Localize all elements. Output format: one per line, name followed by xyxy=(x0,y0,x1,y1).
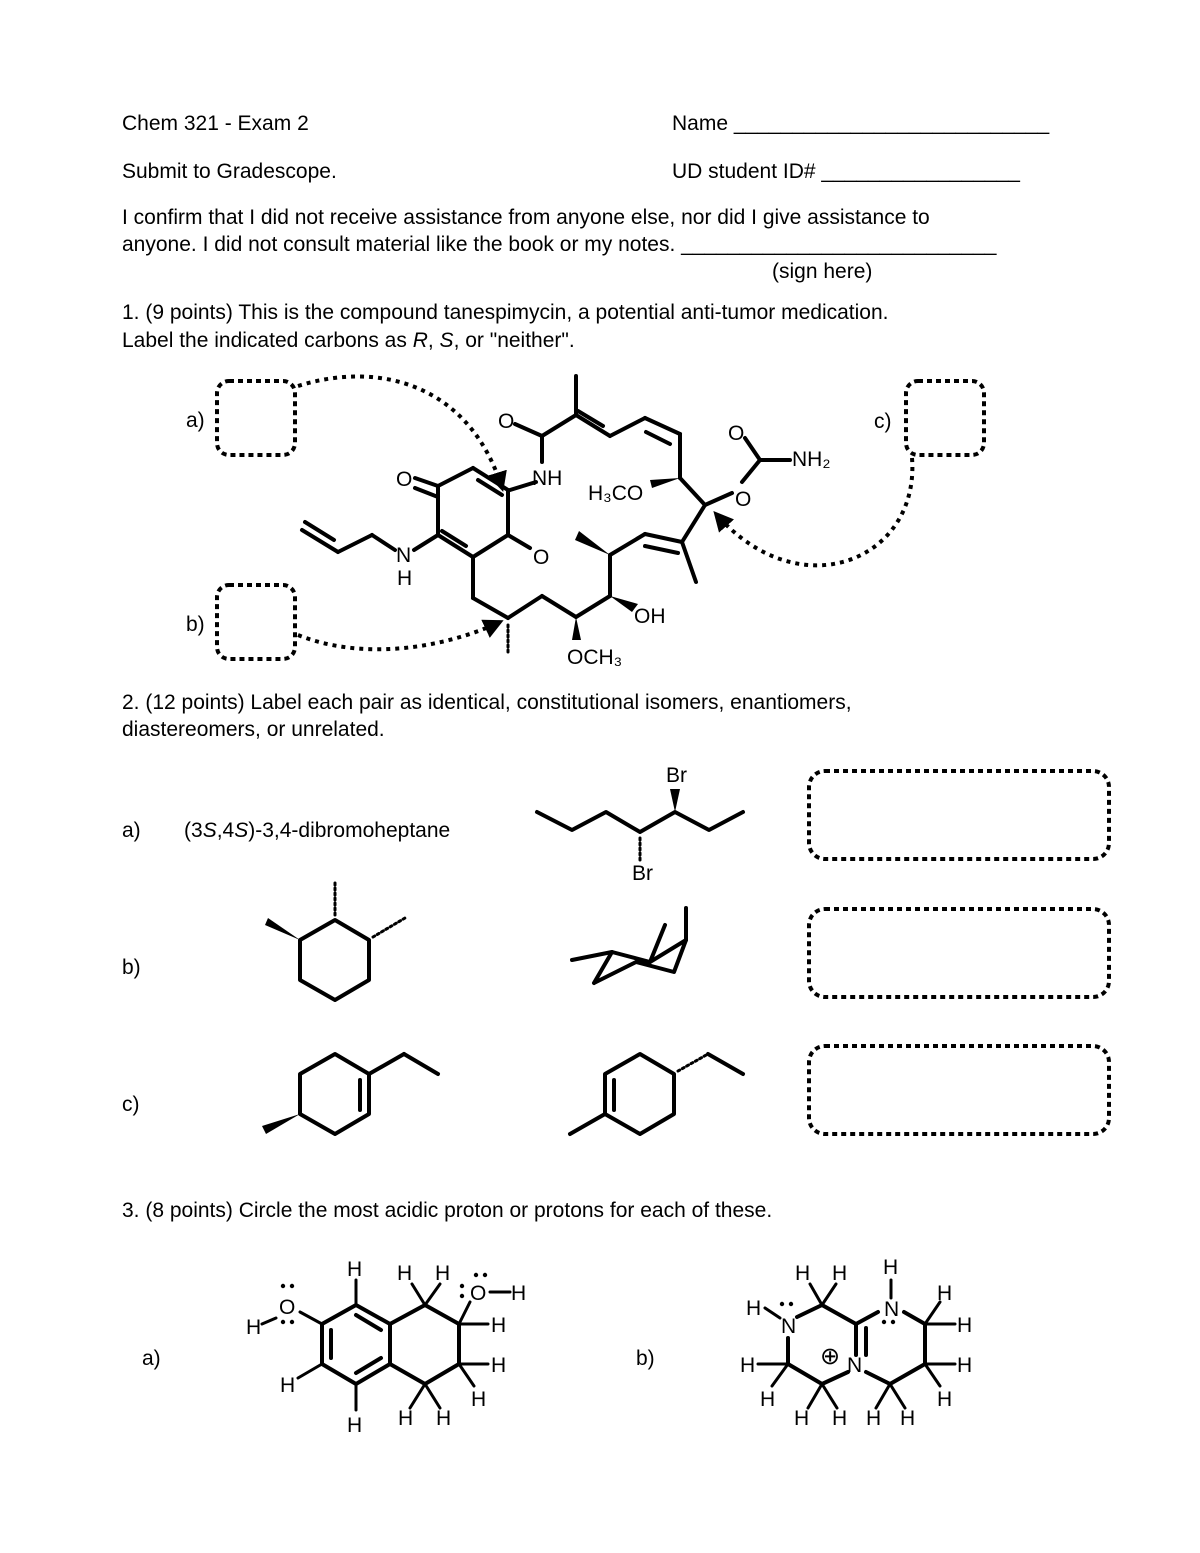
q3b-atom-n: N xyxy=(781,1315,797,1338)
atom-h: H xyxy=(397,567,413,590)
atom-o: O xyxy=(728,422,745,445)
atom-h3co: H₃CO xyxy=(588,482,644,505)
q1-box-a-label: a) xyxy=(186,409,205,432)
q3a-atom-h: H xyxy=(436,1407,452,1430)
q1-arrow-b xyxy=(298,622,500,649)
q3a-atom-h: H xyxy=(347,1258,363,1281)
q2c-label: c) xyxy=(122,1093,140,1116)
q3b-atom-h: H xyxy=(794,1407,810,1430)
q3b-atom-h: H xyxy=(832,1262,848,1285)
q3a-atom-o: O xyxy=(470,1282,487,1305)
q2a-dibromoheptane-structure xyxy=(537,789,743,860)
q3a-atom-h: H xyxy=(397,1262,413,1285)
q3a-label: a) xyxy=(142,1347,161,1370)
atom-o: O xyxy=(735,488,752,511)
atom-o: O xyxy=(533,546,550,569)
q3b-atom-h: H xyxy=(957,1314,973,1337)
q1-answer-box-b[interactable] xyxy=(217,585,295,659)
submit-instruction: Submit to Gradescope. xyxy=(122,160,337,183)
q3a-atom-h: H xyxy=(491,1354,507,1377)
q3b-atom-h: H xyxy=(795,1262,811,1285)
atom-n: N xyxy=(396,544,412,567)
q3b-atom-h: H xyxy=(866,1407,882,1430)
sign-here-label: (sign here) xyxy=(772,260,873,283)
atom-o: O xyxy=(498,410,515,433)
q3a-atom-h: H xyxy=(435,1262,451,1285)
q3a-atom-h: H xyxy=(347,1414,363,1437)
q3b-atom-h: H xyxy=(883,1256,899,1279)
q3b-atom-h: H xyxy=(957,1354,973,1377)
name-field[interactable]: Name ___________________________ xyxy=(672,112,1050,135)
atom-oh: OH xyxy=(634,605,666,628)
q3b-label: b) xyxy=(636,1347,655,1370)
q1-answer-box-a[interactable] xyxy=(217,381,295,455)
q2c-answer-box[interactable] xyxy=(809,1046,1109,1134)
q3a-atom-h: H xyxy=(280,1374,296,1397)
q1-box-b-label: b) xyxy=(186,613,205,636)
q3a-atom-h: H xyxy=(246,1316,262,1339)
atom-nh2: NH₂ xyxy=(792,448,831,471)
q2a-label: a) xyxy=(122,819,141,842)
q2a-br-bottom: Br xyxy=(632,862,653,885)
q2-prompt-line1: 2. (12 points) Label each pair as identical, constitutional isomers, enantiomers, xyxy=(122,691,852,714)
q3b-atom-h: H xyxy=(740,1354,756,1377)
q2a-br-top: Br xyxy=(666,764,687,787)
q2b-chair-structure xyxy=(572,908,686,983)
q1-prompt-line2: Label the indicated carbons as R, S, or "neither". xyxy=(122,329,575,352)
q2c-cyclohexene-left xyxy=(262,1054,438,1134)
q3b-atom-h: H xyxy=(760,1388,776,1411)
q3b-atom-n: N xyxy=(884,1298,900,1321)
q2-prompt-line2: diastereomers, or unrelated. xyxy=(122,718,385,741)
q2b-trimethylcyclohexane-structure xyxy=(265,882,405,1000)
course-title: Chem 321 - Exam 2 xyxy=(122,112,309,135)
q3b-amidinium-structure xyxy=(758,1280,955,1408)
student-id-field[interactable]: UD student ID# _________________ xyxy=(672,160,1020,183)
q2b-label: b) xyxy=(122,956,141,979)
q3a-atom-h: H xyxy=(491,1314,507,1337)
tanespimycin-structure xyxy=(302,376,790,655)
honor-statement-line1: I confirm that I did not receive assistance from anyone else, nor did I give assistance to xyxy=(122,206,930,229)
q2b-answer-box[interactable] xyxy=(809,909,1109,997)
q3b-atom-h: H xyxy=(832,1407,848,1430)
q3b-atom-h: H xyxy=(937,1388,953,1411)
q1-arrow-c xyxy=(716,458,912,565)
q3a-atom-h: H xyxy=(398,1407,414,1430)
q3b-atom-n-plus: N xyxy=(847,1354,863,1377)
q3a-atom-h: H xyxy=(511,1282,527,1305)
q3a-atom-h: H xyxy=(471,1388,487,1411)
q2c-cyclohexene-right xyxy=(570,1054,743,1134)
q3a-atom-o: O xyxy=(279,1296,296,1319)
atom-och3: OCH₃ xyxy=(567,646,623,669)
q1-prompt-line1: 1. (9 points) This is the compound tanespimycin, a potential anti-tumor medication. xyxy=(122,301,889,324)
q2a-answer-box[interactable] xyxy=(809,771,1109,859)
atom-o: O xyxy=(396,468,413,491)
q3-prompt: 3. (8 points) Circle the most acidic proton or protons for each of these. xyxy=(122,1199,773,1222)
q3b-atom-h: H xyxy=(746,1297,762,1320)
honor-statement-line2[interactable]: anyone. I did not consult material like the book or my notes. ___________________________ xyxy=(122,233,997,256)
q3b-atom-h: H xyxy=(937,1282,953,1305)
q2a-compound-name: (3S,4S)-3,4-dibromoheptane xyxy=(184,819,451,842)
q1-answer-box-c[interactable] xyxy=(906,381,984,455)
q3b-positive-charge: ⊕ xyxy=(820,1343,841,1370)
q1-box-c-label: c) xyxy=(874,410,892,433)
q3b-atom-h: H xyxy=(900,1407,916,1430)
atom-nh: NH xyxy=(532,467,563,490)
